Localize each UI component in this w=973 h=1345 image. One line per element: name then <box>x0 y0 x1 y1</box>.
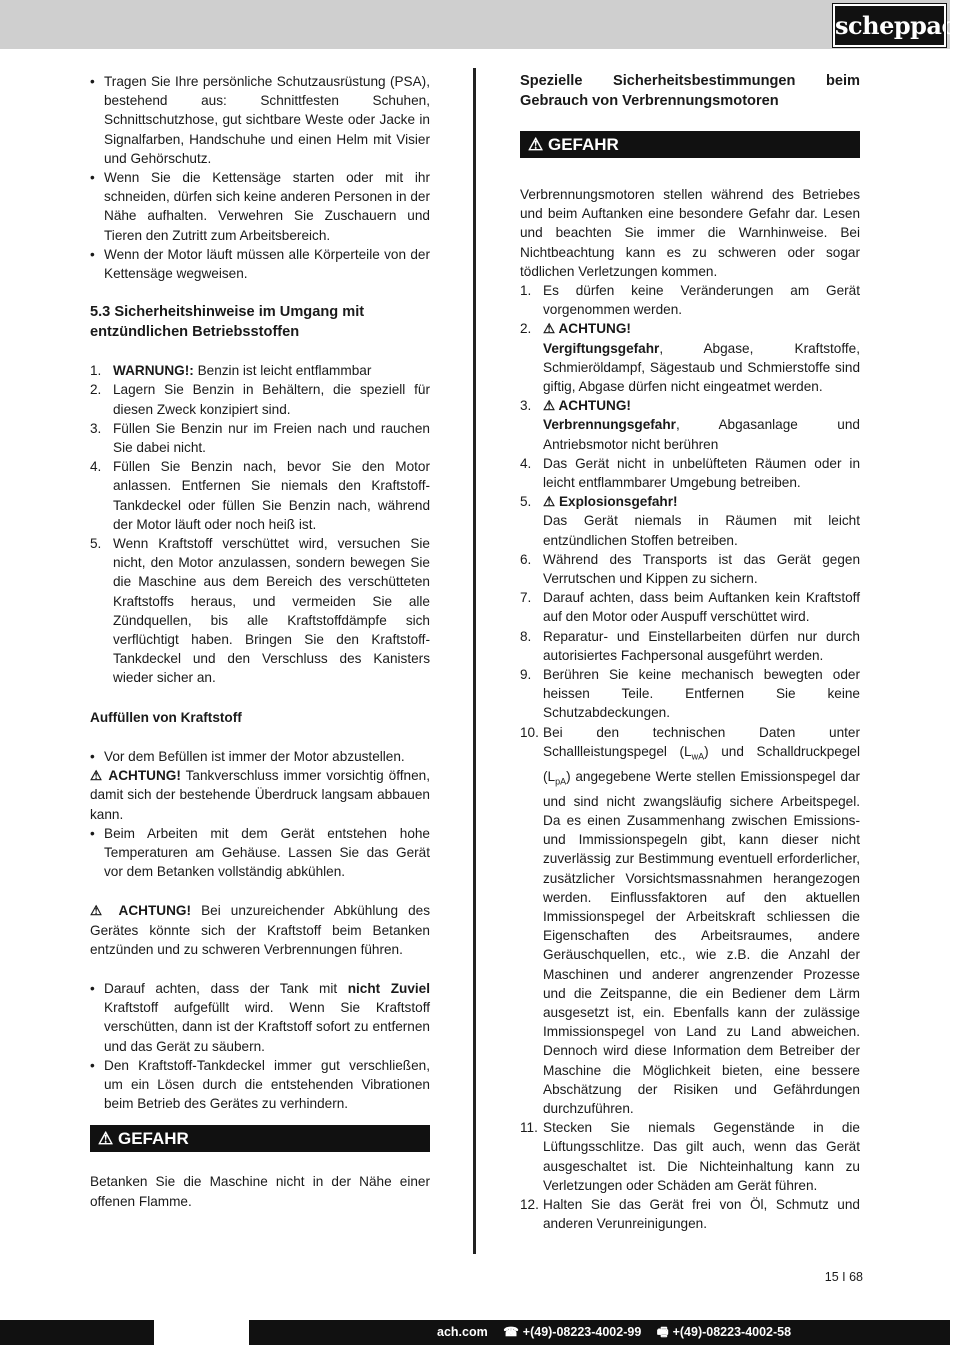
intro-paragraph: Verbrennungsmotoren stellen während des Betriebes und beim Auftanken eine besondere Gefahr dar. Lesen und beachten Sie immer die Warnhinweise. Bei Nichtbeachtung kann es zu schweren oder sogar tödlichen Verletzungen kommen. <box>520 187 860 279</box>
footer-bar <box>0 1320 950 1345</box>
section-heading: Spezielle Sicherheitsbestimmungen beim Gebrauch von Verbrennungsmotoren <box>520 73 860 109</box>
list-item: • Den Kraftstoff-Tankdeckel immer gut verschließen, um ein Lösen durch die entstehenden Vibrationen beim Betrieb des Gerätes zu verhindern. <box>90 1056 430 1114</box>
list-item: 3. Füllen Sie Benzin nur im Freien nach und rauchen Sie dabei nicht. <box>90 420 430 456</box>
list-item: 12. Halten Sie das Gerät frei von Öl, Schmutz und anderen Verunreinigungen. <box>520 1197 860 1232</box>
list-item: 1. WARNUNG!: Benzin ist leicht entflammbar <box>90 363 372 379</box>
fax-icon: 🖷 <box>656 1325 669 1339</box>
refuel-list-a <box>90 747 430 766</box>
warning-label: WARNUNG!: <box>113 363 194 379</box>
list-item: • Darauf achten, dass der Tank mit nicht Zuviel Kraftstoff aufgefüllt wird. Wenn Sie Kraftstoff verschütten, dann ist der Kraftstoff sofort zu entfernen und das Gerät zu säubern. <box>90 979 430 1056</box>
list-item: 3. ⚠ ACHTUNG! Verbrennungsgefahr, Abgasanlage und Antriebsmotor nicht berühren <box>520 398 860 452</box>
list-item: 11. Stecken Sie niemals Gegenstände in die Lüftungsschlitze. Das gilt auch, wenn das Gerät ausgeschaltet ist. Die Nichteinhaltung kann zu Verletzungen oder Schäden am Gerät führen. <box>520 1120 860 1193</box>
warning-triangle-icon: ⚠ <box>528 135 544 154</box>
footer-phone: +(49)-08223-4002-99 <box>522 1325 642 1339</box>
list-item: 10. Bei den technischen Daten unter Schallleistungspegel $(L_{wA})$ und Schalldruckpegel $(L_{pA})$ angegebene Werte stellen Emissionspegel dar und sind nicht zwangsläufig sichere Arbeitspegel. Da es einen Zusammenhang zwischen Emissions- und Immissionspegeln gibt, kann dieser nicht zuverlässig zur Bestimmung eventuell erforderlicher, zusätzlicher Vorsichtsmassnahmen herangezogen werden. Einflussfaktoren auf den aktuellen Immissionspegel der Arbeitskraft schliessen die Eigenschaften des Arbeitsraumes, andere Geräuschquellen, etc., wie z.B. die Anzahl der Maschinen und anderer angrenzender Prozesse und die Zeitspanne, die ein Bediener dem Lärm ausgesetzt ist, ein. Ebenfalls kann der zulässige Immissionspegel von Land zu Land abweichen. Dennoch wird diese Information dem Betreiber der Maschine die Möglichkeit bieten, eine bessere Abschätzung der Risiken und Gefährdungen durchzuführen. <box>520 724 860 1116</box>
list-item: • Wenn der Motor läuft müssen alle Körperteile von der Kettensäge wegweisen. <box>90 245 430 283</box>
left-column <box>90 72 430 1211</box>
warning-triangle-icon: ⚠ <box>98 1129 114 1149</box>
warning-triangle-icon: ⚠ <box>90 768 104 784</box>
right-column <box>520 72 860 1233</box>
ppe-bullet-list <box>90 72 430 283</box>
list-item: 2. ⚠ ACHTUNG! Vergiftungsgefahr, Abgase, Kraftstoffe, Schmieröldampf, Sägestaub und Schmierstoffe sind giftig, Abgase dürfen nicht eingeatmet werden. <box>520 321 860 395</box>
footer-fax: +(49)-08223-4002-58 <box>672 1325 792 1339</box>
list-item: 5. ⚠ Explosionsgefahr! Das Gerät niemals in Räumen mit leicht entzündlichen Stoffen betreiben. <box>520 494 860 548</box>
list-item: • Beim Arbeiten mit dem Gerät entstehen hohe Temperaturen am Gehäuse. Lassen Sie das Gerät vor dem Betanken vollständig abkühlen. <box>90 824 430 882</box>
phone-icon: ☎ <box>503 1325 519 1339</box>
danger-text: Betanken Sie die Maschine nicht in der Nähe einer offenen Flamme. <box>90 1174 430 1209</box>
list-item: • Tragen Sie Ihre persönliche Schutzausrüstung (PSA), bestehend aus: Schnittfesten Schuhen, Schnittschutzhose, gut sichtbare Weste oder Jacke in Signalfarben, Handschuhe und einen Helm mit Visier und Gehörschutz. <box>90 72 430 168</box>
subsection-heading: Auffüllen von Kraftstoff <box>90 709 242 725</box>
list-item: 4. Das Gerät nicht in unbelüfteten Räumen oder in leicht entflammbarer Umgebung betreiben. <box>520 455 860 491</box>
footer-website: ach.com <box>437 1325 488 1339</box>
warning-triangle-icon: ⚠ <box>543 398 556 414</box>
list-item: • Wenn Sie die Kettensäge starten oder mit ihr schneiden, dürfen sich keine anderen Personen in der Nähe aufhalten. Verwehren Sie Zuschauern und Tieren den Zutritt zum Arbeitsbereich. <box>90 168 430 245</box>
list-item: 9. Berühren Sie keine mechanisch bewegten oder heissen Teile. Entfernen Sie keine Schutzabdeckungen. <box>520 667 860 721</box>
danger-banner: ⚠ GEFAHR <box>520 131 860 158</box>
column-divider <box>473 68 476 1254</box>
tank-list <box>90 979 430 1113</box>
list-item: • Vor dem Befüllen ist immer der Motor abzustellen. <box>90 747 430 766</box>
header-bar <box>0 0 973 49</box>
section-heading: 5.3 Sicherheitshinweise im Umgang mit entzündlichen Betriebsstoffen <box>90 304 365 340</box>
caution-paragraph: ⚠ ACHTUNG! Bei unzureichender Abkühlung des Gerätes könnte sich der Kraftstoff beim Betanken entzünden und zu schweren Verbrennungen führen. <box>90 903 431 957</box>
engine-safety-list <box>520 281 860 1233</box>
brand-logo: scheppach <box>833 4 946 47</box>
list-item: 6. Während des Transports ist das Gerät gegen Verrutschen und Kippen zu sichern. <box>520 551 860 587</box>
list-item: 5. Wenn Kraftstoff verschüttet wird, versuchen Sie nicht, den Motor anzulassen, sondern bewegen Sie die Maschine aus dem Bereich des verschütteten Kraftstoffs heraus, und vermeiden Sie alle Zündquellen, bis alle Kraftstoffdämpfe sich verflüchtigt haben. Bringen Sie den Kraftstoff-Tankdeckel und den Verschluss des Kanisters wieder sicher an. <box>90 536 430 686</box>
list-item: 7. Darauf achten, dass beim Auftanken kein Kraftstoff auf den Motor oder Auspuff verschüttet wird. <box>520 590 860 625</box>
caution-paragraph: ⚠ ACHTUNG! Tankverschluss immer vorsichtig öffnen, damit sich der bestehende Überdruck langsam abbauen kann. <box>90 768 430 822</box>
danger-banner: ⚠ GEFAHR <box>90 1125 430 1152</box>
warning-triangle-icon: ⚠ <box>543 321 556 337</box>
refuel-list-b <box>90 824 430 882</box>
warning-triangle-icon: ⚠ <box>543 494 556 510</box>
page-number: 15 I 68 <box>824 1270 863 1284</box>
fuel-handling-list <box>90 361 430 687</box>
list-item: 1. Es dürfen keine Veränderungen am Gerät vorgenommen werden. <box>520 283 860 318</box>
warning-triangle-icon: ⚠ <box>90 903 109 919</box>
list-item: 2. Lagern Sie Benzin in Behältern, die speziell für diesen Zweck konzipiert sind. <box>90 382 430 417</box>
list-item: 4. Füllen Sie Benzin nach, bevor Sie den Motor anlassen. Entfernen Sie niemals den Kraftstoff-Tankdeckel oder füllen Sie Benzin nach, während der Motor läuft oder noch heiß ist. <box>90 459 430 532</box>
list-item: 8. Reparatur- und Einstellarbeiten dürfen nur durch autorisiertes Fachpersonal ausgeführt werden. <box>520 628 860 663</box>
